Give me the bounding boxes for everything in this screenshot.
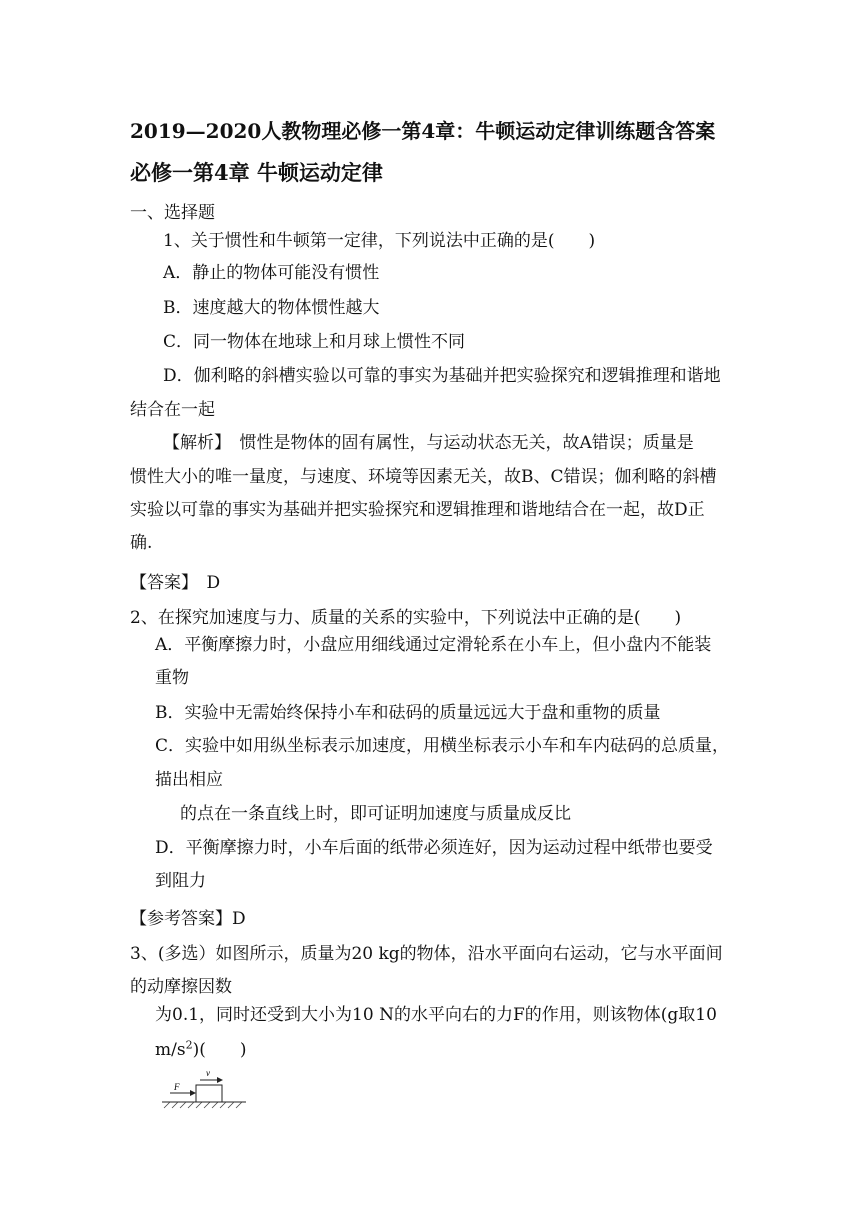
q3-stem-line2: 的动摩擦因数 [130, 977, 232, 997]
q1-option-c: C．同一物体在地球上和月球上惯性不同 [163, 332, 466, 352]
block [196, 1085, 222, 1102]
q1-explanation-line2: 惯性大小的唯一量度，与速度、环境等因素无关，故B、C错误；伽利略的斜槽 [130, 467, 717, 487]
ground-hatching [164, 1102, 242, 1108]
q3-stem-line1: 3、(多选）如图所示，质量为20 kg的物体，沿水平面向右运动，它与水平面间 [130, 944, 723, 964]
q2-option-a-line2: 重物 [155, 668, 189, 688]
q2-option-d-line2: 到阻力 [155, 871, 206, 891]
q1-stem: 1、关于惯性和牛顿第一定律，下列说法中正确的是( ) [163, 231, 596, 251]
velocity-label: v [206, 1068, 210, 1078]
q3-unit: m/s [155, 1040, 186, 1060]
q1-option-d-line1: D．伽利略的斜槽实验以可靠的事实为基础并把实验探究和逻辑推理和谐地 [163, 366, 721, 386]
q3-stem-line3: 为0.1，同时还受到大小为10 N的水平向右的力F的作用，则该物体(g取10 [155, 1005, 717, 1025]
q2-option-b: B．实验中无需始终保持小车和砝码的质量远远大于盘和重物的质量 [155, 703, 661, 723]
q3-stem-line4 [155, 1039, 246, 1061]
q2-stem: 2、在探究加速度与力、质量的关系的实验中，下列说法中正确的是( ) [130, 608, 682, 628]
q1-explanation-line3: 实验以可靠的事实为基础并把实验探究和逻辑推理和谐地结合在一起，故D正 [130, 500, 705, 520]
q2-option-c-line2: 描出相应 [155, 770, 223, 790]
q1-answer: 【答案】 D [130, 573, 221, 593]
block-on-surface-figure [160, 1062, 250, 1112]
section-heading: 一、选择题 [130, 203, 215, 223]
q1-explanation-line1: 【解析】 惯性是物体的固有属性，与运动状态无关，故A错误；质量是 [163, 433, 694, 453]
q1-option-a: A．静止的物体可能没有惯性 [163, 263, 380, 283]
document-title: 2019—2020人教物理必修一第4章：牛顿运动定律训练题含答案 [130, 119, 716, 143]
q2-answer: 【参考答案】D [130, 909, 246, 929]
chapter-subtitle: 必修一第4章 牛顿运动定律 [130, 160, 383, 185]
q1-explanation-line4: 确. [130, 533, 153, 553]
q2-option-c-line1: C．实验中如用纵坐标表示加速度，用横坐标表示小车和车内砝码的总质量， [155, 736, 730, 756]
q1-option-b: B．速度越大的物体惯性越大 [163, 298, 380, 318]
q2-option-a-line1: A．平衡摩擦力时，小盘应用细线通过定滑轮系在小车上，但小盘内不能装 [155, 635, 712, 655]
q1-option-d-line2: 结合在一起 [130, 400, 215, 420]
q3-unit-exponent: 2 [185, 1038, 193, 1052]
q2-option-c-line3: 的点在一条直线上时，即可证明加速度与质量成反比 [180, 804, 571, 824]
q2-option-d-line1: D．平衡摩擦力时，小车后面的纸带必须连好，因为运动过程中纸带也要受 [155, 838, 713, 858]
q3-choice-paren: )( ) [192, 1040, 247, 1060]
force-label: F [174, 1082, 180, 1092]
